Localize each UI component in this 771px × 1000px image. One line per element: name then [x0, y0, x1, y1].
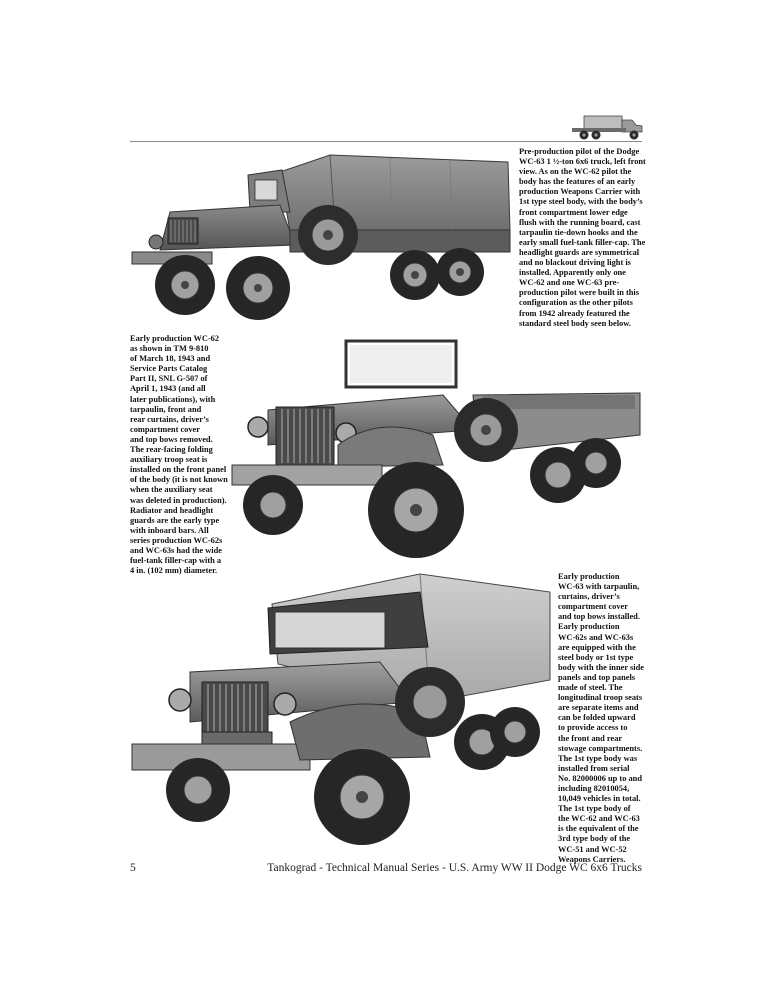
- photo-early-production-wc63: [130, 572, 555, 852]
- page-footer: [130, 862, 642, 876]
- caption-early-production-wc62: Early production WC-62 as shown in TM 9-810 of March 18, 1943 and Service Parts Catalog Part II, SNL G-507 of April 1, 1943 (and all later publications), with tarpaulin, front and rear curtains, driver’s compartment cover and top bows removed. The rear-facing folding auxiliary troop seat is installed on the front panel of the body (it is not known when the auxiliary seat was deleted in production). Radiator and headlight guards are the early type with inboard bars. All series production WC-62s and WC-63s had the wide fuel-tank filler-cap with a 4 in. (102 mm) diameter.: [130, 334, 228, 576]
- header-truck-thumbnail: [570, 108, 644, 142]
- photo-pre-production-wc63: [130, 150, 515, 330]
- caption-pre-production-pilot: Pre-production pilot of the Dodge WC-63 1 ½-ton 6x6 truck, left front view. As on the WC-62 pilot the body has the features of an early production Weapons Carrier with 1st type steel body, with the body’s front compartment lower edge flush with the running board, cast tarpaulin tie-down hooks and the early small fuel-tank filler-cap. The headlight guards are symmetrical and no blackout driving light is installed. Apparently only one WC-62 and one WC-63 pre- production pilot were built in this configuration as the other pilots from 1942 already featured the standard steel body seen below.: [519, 147, 646, 328]
- publication-title: Tankograd - Technical Manual Series - U.S. Army WW II Dodge WC 6x6 Trucks: [267, 862, 642, 874]
- page-number: 5: [130, 862, 136, 874]
- header-rule: [130, 141, 642, 142]
- caption-early-production-wc63: Early production WC-63 with tarpaulin, curtains, driver’s compartment cover and top bows installed. Early production WC-62s and WC-63s are equipped with the steel body or 1st type body with the inner side panels and top panels made of steel. The longitudinal troop seats are separate items and can be folded upward to provide access to the front and rear stowage compartments. The 1st type body was installed from serial No. 82000006 up to and including 82010054, 10,049 vehicles in total. The 1st type body of the WC-62 and WC-63 is the equivalent of the 3rd type body of the WC-51 and WC-52 Weapons Carriers.: [558, 572, 644, 864]
- photo-early-production-wc62: [228, 335, 642, 565]
